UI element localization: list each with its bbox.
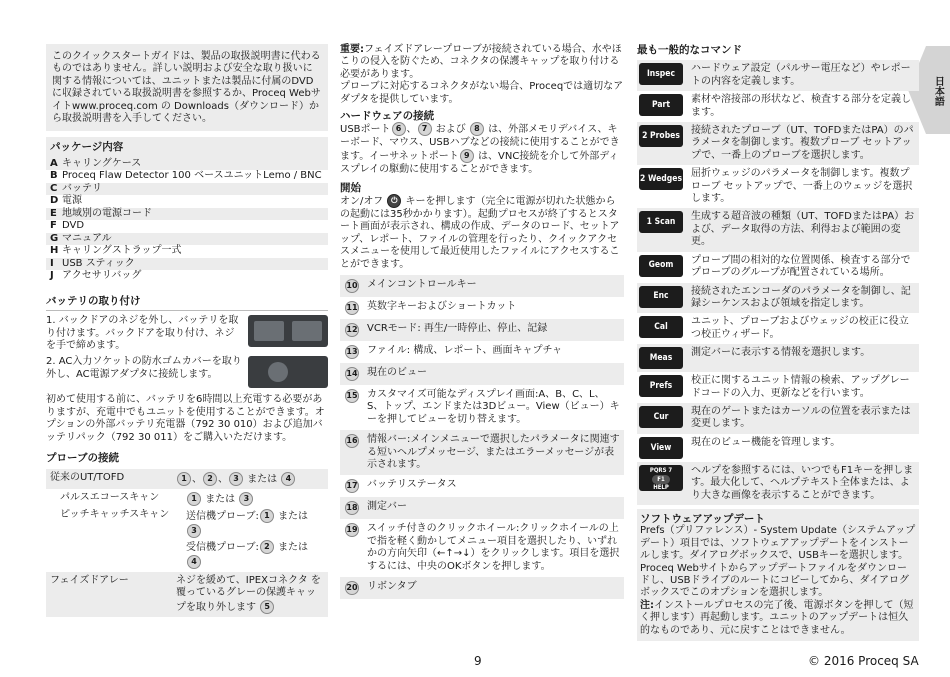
- numbered-item: 17 バッテリステータス: [340, 475, 624, 497]
- start-heading: 開始: [340, 182, 361, 195]
- package-item: I USB スティック: [46, 258, 328, 271]
- numbered-item: 14 現在のビュー: [340, 363, 624, 385]
- battery-heading: バッテリの取り付け: [46, 294, 141, 307]
- command-row: 1 Scan 生成する超音波の種類（UT、TOFDまたはPA）および、データ取得の方法、利得および範囲の変更。: [637, 208, 919, 251]
- numbered-item: 12 VCRモード: 再生/一時停止、停止、記録: [340, 319, 624, 341]
- package-item: A キャリングケース: [46, 158, 328, 171]
- important-note: 重要:フェイズドアレープローブが接続されている場合、水やほこりの侵入を防ぐため、コネクタの保護キャップを取り付ける必要があります。: [340, 44, 622, 80]
- battery-note: 初めて使用する前に、バッテリを6時間以上充電する必要がありますが、充電中でもユニットを使用することができます。オプションの外部バッテリ充電器（792 30 010）および追加バッテリパック（792 30 011）をご購入いただけます。: [46, 394, 325, 443]
- command-row: Meas 測定バーに表示する情報を選択します。: [637, 344, 919, 372]
- numbered-item: 18 測定バー: [340, 497, 624, 519]
- package-item: E 地域別の電源コード: [46, 208, 328, 221]
- key-icon: Prefs: [639, 375, 683, 397]
- package-item: C バッテリ: [46, 183, 328, 196]
- numbered-item: 15 カスタマイズ可能なディスプレイ画面:A、B、C、L、S、トップ、エンドまたは3Dビュー。View（ビュー）キーを押してビューを切り替えます。: [346, 388, 620, 425]
- column-right: [637, 44, 919, 641]
- key-icon: Cur: [639, 406, 683, 428]
- probe-row-phased-array: フェイズドアレー ネジを緩めて、IPEXコネクタ を覆っているグレーの保護キャップを取り外します 5: [46, 572, 328, 617]
- numbered-list: [340, 275, 624, 599]
- copyright: © 2016 Proceq SA: [808, 654, 919, 668]
- column-middle: [340, 44, 624, 599]
- command-row: 2 Probes 接続されたプローブ（UT、TOFDまたはPA）のパラメータを制御します。複数プローブ セットアップで、一番上のプローブを選択します。: [637, 122, 919, 165]
- key-icon: Cal: [639, 316, 683, 338]
- package-heading: パッケージ内容: [46, 137, 328, 157]
- hw-heading: ハードウェアの接続: [340, 110, 435, 123]
- key-icon: 2 Probes: [639, 125, 683, 147]
- package-item: J アクセサリバッグ: [50, 270, 142, 282]
- battery-step-2: 2. AC入力ソケットの防水ゴムカバーを取り外し、AC電源アダプタに接続します。: [46, 356, 328, 388]
- probe-row-conventional: 従来のUT/TOFD 1 、 2 、 3 または 4: [46, 469, 328, 489]
- package-item: D 電源: [50, 195, 82, 207]
- key-icon: 1 Scan: [639, 211, 683, 233]
- page-number: 9: [474, 654, 482, 668]
- numbered-item: 19 スイッチ付きのクリックホイール:クリックホイールの上で指を軽く動かしてメニュー項目を選択したり、いずれかの方向矢印（←↑→↓）をクリックします。項目を選択するには、中央のOKボタンを押します。: [346, 523, 620, 572]
- start-text: オン/オフ ⏻ キーを押します（完全に電源が切れた状態からの起動には35秒かかります）。起動プロセスが終了するとスタート画面が表示され、構成の作成、データのロード、セットアップ、レポート、ファイルの管理を行ったり、クイックアクセスメニューを使用して最近使用したファイルにアクセスすることができます。: [340, 196, 620, 270]
- numbered-item: 20 リボンタブ: [340, 577, 624, 599]
- command-row: 2 Wedges 屈折ウェッジのパラメータを制御します。複数プローブ セットアップで、一番上のウェッジを選択します。: [640, 168, 913, 205]
- command-row: Inspec ハードウェア設定（パルサー電圧など）やレポートの内容を定義します。: [637, 60, 919, 91]
- ac-socket-image: [248, 356, 328, 388]
- probe-row-pulse: パルスエコースキャン 1 または 3: [46, 489, 328, 509]
- numbered-item: 10 メインコントロールキー: [340, 275, 624, 297]
- key-icon: Inspec: [639, 63, 683, 85]
- command-row: Enc 接続されたエンコーダのパラメータを制御し、記録シーケンスおよび領域を指定します。: [637, 283, 919, 314]
- battery-door-image: [248, 315, 328, 347]
- package-item: B Proceq Flaw Detector 100 ベースユニットLemo / BNC: [50, 170, 322, 182]
- command-row: Prefs 校正に関するユニット情報の検索、アップグレードコードの入力、更新などを行います。: [637, 372, 919, 403]
- key-icon: View: [639, 437, 683, 459]
- package-item: F DVD: [50, 220, 85, 232]
- hw-text: USBポート 6 、 7 および 8 は、外部メモリデバイス、キーボード、マウス、USBハブなどの接続に使用することができます。イーサネットポート 9 は、VNC接続を介して外部ディスプレイの駆動に使用することができます。: [340, 124, 620, 175]
- command-row: Part 素材や溶接部の形状など、検査する部分を定義します。: [637, 91, 919, 122]
- software-update-box: ソフトウェアアップデート Prefs（プリファレンス）- System Update（システムアップデート）項目では、ソフトウェアアップデートをインストールします。ダイアログボックスで、USBキーを選択します。 Proceq Webサイトからアップデートファイルをダウンロードし、USBドライブのルートにコピーしてから、ダイアログボックスでこのオプションを選択します。 注:インストールプロセスの完了後、電源ボタンを押して（短く押します）再起動します。ユニットのアップデートは恒久的なものであり、元に戻すことはできません。: [637, 509, 919, 641]
- intro-text: このクイックスタートガイドは、製品の取扱説明書に代わるものではありません。詳しい説明および安全な取り扱いに関する情報については、ユニットまたは製品に付属のDVDに収録されている取扱説明書を参照するか、Proceq Webサイトwww.proceq.com の Downloads（ダウンロード）から取扱説明書を入手してください。: [46, 44, 328, 131]
- package-list: [46, 158, 328, 283]
- column-left: [46, 44, 328, 617]
- numbered-item: 11 英数字キーおよびショートカット: [340, 297, 624, 319]
- probe-table: [46, 469, 328, 618]
- battery-step-1: 1. バックドアのネジを外し、バッテリを取り付けます。バックドアを取り付け、ネジを手で締めます。: [46, 315, 328, 352]
- command-row: View 現在のビュー機能を管理します。: [637, 434, 919, 462]
- power-icon: ⏻: [387, 194, 401, 208]
- help-key-icon: PQRS 7 F1 HELP: [639, 465, 683, 491]
- commands-heading: 最も一般的なコマンド: [637, 44, 742, 56]
- package-item: H キャリングストラップ一式: [50, 245, 182, 257]
- probe-heading: プローブの接続: [46, 452, 119, 465]
- key-icon: Geom: [639, 255, 683, 277]
- numbered-item: 16 情報バー:メインメニューで選択したパラメータに関連する短いヘルプメッセージ、またはエラーメッセージが表示されます。: [340, 430, 624, 475]
- key-icon: Enc: [639, 286, 683, 308]
- probe-row-pitch: ピッチキャッチスキャン 送信機プローブ: 1 または 3 受信機プローブ: 2 または 4: [46, 509, 328, 572]
- command-row: Cal ユニット、プローブおよびウェッジの校正に役立つ校正ウィザード。: [637, 313, 919, 344]
- key-icon: Part: [639, 94, 683, 116]
- command-row: Geom プローブ間の相対的な位置関係、検査する部分でプローブのグループが配置されている場所。: [637, 252, 919, 283]
- command-list: [637, 60, 919, 461]
- key-icon: Meas: [639, 347, 683, 369]
- command-row: Cur 現在のゲートまたはカーソルの位置を表示または変更します。: [637, 403, 919, 434]
- help-row: PQRS 7 F1 HELP ヘルプを参照するには、いつでもF1キーを押します。最大化して、ヘルプテキスト全体または、より大きな画像を表示することができます。: [637, 462, 919, 505]
- language-tab: 日本語: [926, 46, 950, 134]
- key-icon: 2 Wedges: [639, 168, 683, 190]
- package-item: G マニュアル: [46, 233, 328, 246]
- numbered-item: 13 ファイル: 構成、レポート、画面キャプチャ: [340, 341, 624, 363]
- adapter-note: プローブに対応するコネクタがない場合、Proceqでは適切なアダプタを提供しています。: [340, 81, 624, 105]
